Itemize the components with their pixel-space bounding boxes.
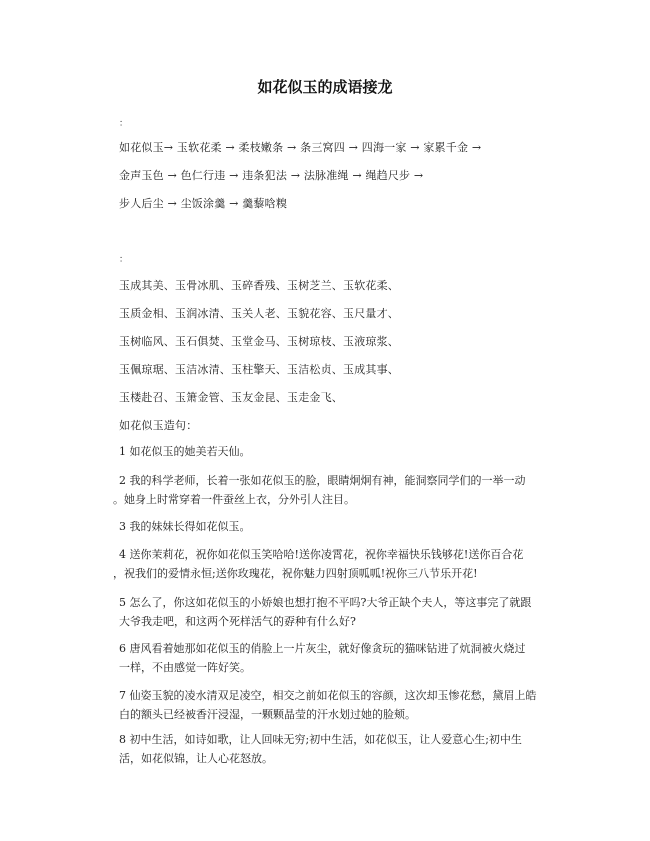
sentence-paragraph [113,545,554,583]
chain-line: 金声玉色 → 色仁行违 → 违条犯法 → 法脉准绳 → 绳趋尺步 → [119,169,424,182]
idiom-line: 玉佩琼琚、玉洁冰清、玉柱擎天、玉洁松贞、玉成其事、 [119,363,399,376]
section-marker: ： [119,119,129,129]
sentence-line: 1 如花似玉的她美若天仙。 [119,445,251,458]
sentence-paragraph [119,686,554,724]
chain-line: 如花似玉→ 玉软花柔 → 柔枝嫩条 → 条三窝四 → 四海一家 → 家累千金 → [119,141,482,154]
sentence-line: 白的额头已经被香汗浸湿，一颗颗晶莹的汗水划过她的脸颊。 [119,708,416,721]
chain-line: 步人后尘 → 尘饭涂羹 → 羹藜唅糗 [119,197,288,210]
sentence-line: 7 仙姿玉貌的凌水清双足凌空，相交之前如花似玉的容颜，这次却玉惨花愁，黛眉上皓 [119,689,537,702]
sentence-line: 4 送你茉莉花，祝你如花似玉笑哈哈!送你凌霄花，祝你幸福快乐钱够花!送你百合花 [119,548,524,561]
sentence-line: 6 唐风看着她那如花似玉的俏脸上一片灰尘，就好像贪玩的猫咪钻进了炕洞被火烧过 [119,642,526,655]
sentence-line: 2 我的科学老师，长着一张如花似玉的脸，眼睛炯炯有神，能洞察同学们的一举一动 [119,474,526,487]
sentences-heading: 如花似玉造句： [119,419,198,432]
sentence-line: 大爷我走吧，和这两个死样活气的孬种有什么好? [119,615,356,628]
idiom-line: 玉质金相、玉润冰清、玉关人老、玉貌花容、玉尺量才、 [119,307,399,320]
sentence-line: 5 怎么了，你这如花似玉的小娇娘也想打抱不平吗?大爷正缺个夫人，等这事完了就跟 [119,596,532,609]
sentence-paragraph [119,517,554,536]
sentence-paragraph [119,730,554,768]
section-marker: ： [119,255,129,265]
sentence-paragraph [119,639,554,677]
sentence-line: 。她身上时常穿着一件蚕丝上衣，分外引人注目。 [113,493,355,506]
sentence-paragraph [113,471,554,509]
idiom-line: 玉成其美、玉骨冰肌、玉碎香残、玉树芝兰、玉软花柔、 [119,279,399,292]
sentence-paragraph [119,593,554,631]
sentence-line: 3 我的妹妹长得如花似玉。 [119,520,251,533]
document-title: 如花似玉的成语接龙 [257,78,393,96]
idiom-line: 玉树临风、玉石俱焚、玉堂金马、玉树琼枝、玉液琼浆、 [119,335,399,348]
sentence-paragraph [119,442,554,461]
sentence-line: 8 初中生活，如诗如歌，让人回味无穷;初中生活，如花似玉，让人爱意心生;初中生 [119,733,522,746]
sentence-line: ，祝我们的爱情永恒;送你玫瑰花，祝你魅力四射顶呱呱!祝你三八节乐开花! [113,567,478,580]
idiom-line: 玉楼赴召、玉箫金管、玉友金昆、玉走金飞、 [119,391,343,404]
sentence-line: 活，如花似锦，让人心花怒放。 [119,752,273,765]
sentence-line: 一样，不由感觉一阵好笑。 [119,661,251,674]
